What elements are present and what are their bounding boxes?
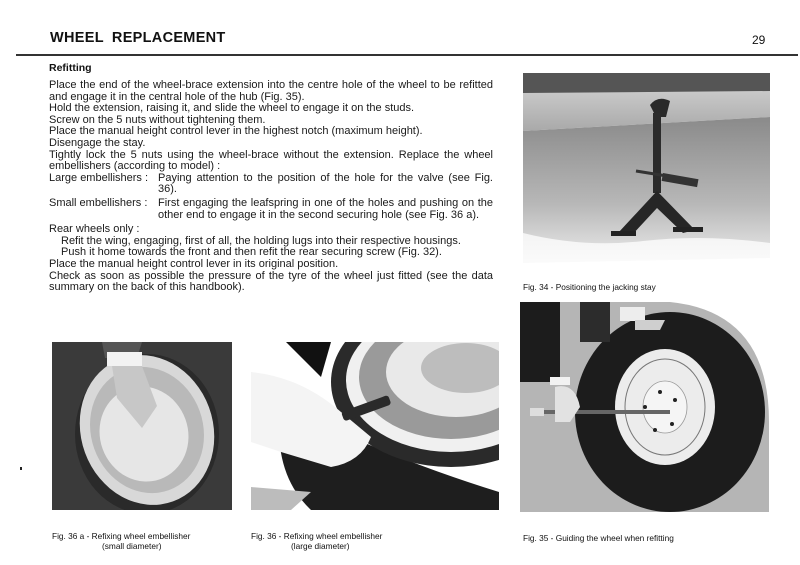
rear-wheels-step: Refit the wing, engaging, first of all, the holding lugs into their respective housings. [61, 234, 461, 247]
definition-description: First engaging the leafspring in one of the holes and pushing on the other end to engage it in the second securing hole (see Fig. 36 a). [158, 196, 493, 221]
paragraph: Tightly lock the 5 nuts using the wheel-brace without the extension. Replace the wheel embellishers (according to model) : [49, 148, 493, 173]
definition-small-embellishers [49, 198, 493, 221]
caption-text: Fig. 36 - Refixing wheel embellisher [251, 531, 383, 541]
paragraph: Check as soon as possible the pressure of the tyre of the wheel just fitted (see the data summary on the back of this handbook). [49, 269, 493, 294]
rear-wheels-step: Push it home towards the front and then refit the rear securing screw (Fig. 32). [61, 246, 442, 259]
caption-subtext: (large diameter) [291, 540, 350, 551]
figure-36-caption [251, 532, 382, 551]
page-title: WHEEL REPLACEMENT [50, 30, 226, 46]
paragraph: Disengage the stay. [49, 136, 146, 149]
definition-description: Paying attention to the position of the hole for the valve (see Fig. 36). [158, 171, 493, 196]
figure-35-caption: Fig. 35 - Guiding the wheel when refitting [523, 533, 674, 543]
paragraph: Screw on the 5 nuts without tightening them. [49, 113, 266, 126]
paragraph: Place the manual height control lever in its original position. [49, 257, 339, 270]
figure-36-large-embellisher [251, 342, 499, 510]
definition-large-embellishers [49, 173, 493, 196]
header-divider [16, 54, 798, 56]
figure-34-jacking-stay [523, 73, 770, 273]
figure-34-caption: Fig. 34 - Positioning the jacking stay [523, 282, 656, 292]
definition-term: Small embellishers : [49, 196, 148, 209]
figure-35-guiding-wheel [520, 302, 769, 512]
paragraph: Place the end of the wheel-brace extension into the centre hole of the wheel to be refitted and engage it in the central hole of the hub (Fig. 35). [49, 79, 493, 103]
figure-36a-small-embellisher [52, 342, 232, 510]
page-number: 29 [752, 33, 766, 47]
definition-term: Large embellishers : [49, 171, 149, 184]
caption-text: Fig. 36 a - Refixing wheel embellisher [52, 531, 191, 541]
figure-36a-caption [52, 532, 190, 551]
section-heading: Refitting [49, 62, 92, 74]
paragraph: Hold the extension, raising it, and slide the wheel to engage it on the studs. [49, 102, 415, 115]
scan-artifact [20, 467, 22, 470]
instructions-body [49, 80, 493, 294]
rear-wheels-label: Rear wheels only : [49, 223, 140, 236]
paragraph: Place the manual height control lever in the highest notch (maximum height). [49, 125, 423, 138]
caption-subtext: (small diameter) [102, 540, 162, 551]
